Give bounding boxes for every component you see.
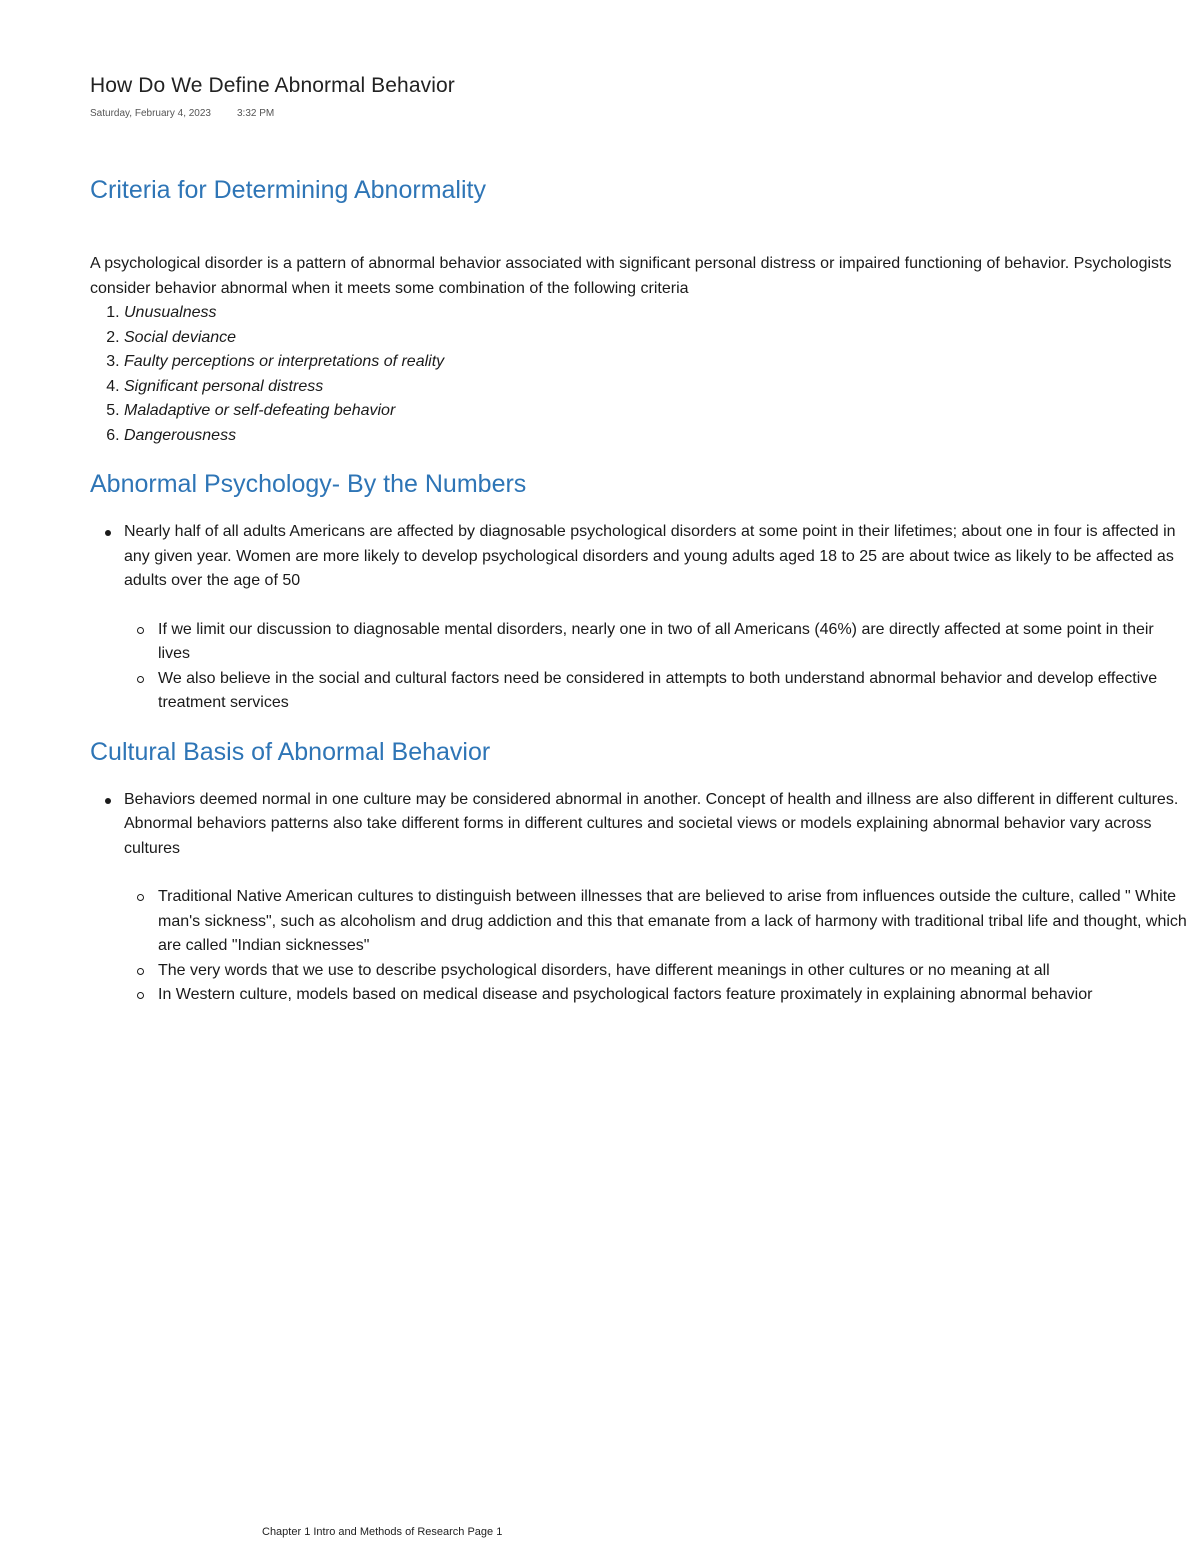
criteria-item: 3. Faulty perceptions or interpretations of reality	[124, 350, 1190, 375]
criteria-item: 5. Maladaptive or self-defeating behavior	[124, 399, 1190, 424]
sub-list-item: We also believe in the social and cultural factors need be considered in attempts to both understand abnormal behavior and develop effective treatment services	[158, 667, 1190, 716]
criteria-item: 6. Dangerousness	[124, 424, 1190, 449]
cultural-sub-list	[124, 885, 1190, 1008]
criteria-list	[90, 301, 1190, 448]
page-meta	[90, 108, 274, 119]
sub-list-item: The very words that we use to describe psychological disorders, have different meanings in other cultures or no meaning at all	[158, 959, 1190, 984]
cultural-bullet-text: Behaviors deemed normal in one culture may be considered abnormal in another. Concept of health and illness are also different in different cultures. Abnormal behaviors patterns also take different forms in different cultures and societal views or models explaining abnormal behavior vary across cultures	[124, 790, 1179, 857]
list-item	[124, 788, 1190, 1008]
cultural-list	[90, 788, 1190, 1008]
sub-list-item: If we limit our discussion to diagnosable mental disorders, nearly one in two of all Americans (46%) are directly affected at some point in their lives	[158, 618, 1190, 667]
page-footer: Chapter 1 Intro and Methods of Research Page 1	[262, 1526, 503, 1538]
numbers-bullet-text: Nearly half of all adults Americans are affected by diagnosable psychological disorders at some point in their lifetimes; about one in four is affected in any given year. Women are more likely to develop psychological disorders and young adults aged 18 to 25 are about twice as likely to be affected as adults over the age of 50	[124, 523, 1176, 589]
numbers-list	[90, 520, 1190, 716]
criteria-item: 1. Unusualness	[124, 301, 1190, 326]
section-heading-cultural: Cultural Basis of Abnormal Behavior	[90, 737, 491, 766]
page-date: Saturday, February 4, 2023	[90, 108, 211, 119]
criteria-intro: A psychological disorder is a pattern of abnormal behavior associated with significant personal distress or impaired functioning of behavior. Psychologists consider behavior abnormal when it meets some combination of the following criteria	[90, 255, 1172, 297]
numbers-sub-list	[124, 618, 1190, 716]
page-title: How Do We Define Abnormal Behavior	[90, 74, 455, 97]
section-heading-criteria: Criteria for Determining Abnormality	[90, 176, 486, 204]
note-content	[90, 172, 1190, 1008]
section-heading-numbers: Abnormal Psychology- By the Numbers	[90, 470, 527, 498]
page-time: 3:32 PM	[237, 108, 275, 119]
criteria-item: 4. Significant personal distress	[124, 375, 1190, 400]
criteria-item: 2. Social deviance	[124, 326, 1190, 351]
list-item	[124, 520, 1190, 716]
sub-list-item: Traditional Native American cultures to distinguish between illnesses that are believed to arise from influences outside the culture, called " White man's sickness", such as alcoholism and drug addiction and this that emanate from a lack of harmony with traditional tribal life and thought, which are called "Indian sicknesses"	[158, 885, 1190, 959]
sub-list-item: In Western culture, models based on medical disease and psychological factors feature proximately in explaining abnormal behavior	[158, 983, 1190, 1008]
